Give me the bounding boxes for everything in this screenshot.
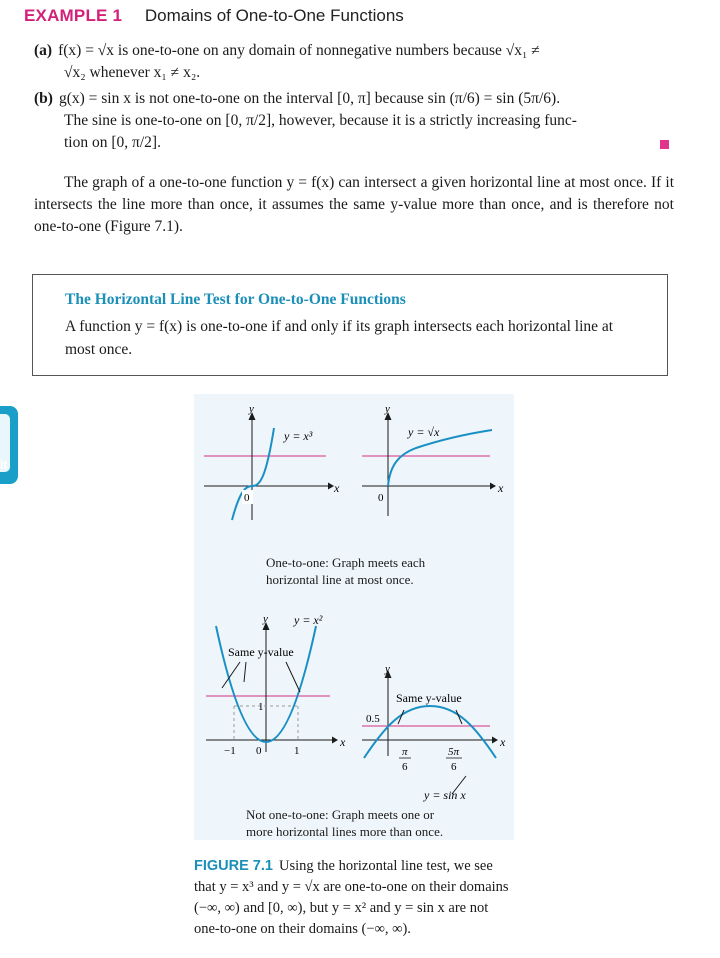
part-a-tag: (a) bbox=[34, 42, 53, 59]
example-title: Domains of One-to-One Functions bbox=[144, 6, 404, 25]
part-b-line3: tion on [0, π/2]. bbox=[64, 134, 161, 151]
pointer-mid bbox=[244, 662, 246, 682]
part-a-line2: √x₂ whenever x₁ ≠ x₂. bbox=[64, 64, 201, 81]
pi6-numerator: π bbox=[402, 746, 408, 758]
same-value-label: Same y-value bbox=[228, 645, 294, 659]
figure-caption-label: FIGURE 7.1 bbox=[194, 858, 273, 874]
curve-label: y = x³ bbox=[284, 429, 313, 443]
example-label: EXAMPLE 1 bbox=[24, 6, 123, 25]
part-b-line1: g(x) = sin x is not one-to-one on the interval [0, π] because sin (π/6) = sin (5π/6). bbox=[58, 90, 561, 107]
bottom-caption bbox=[246, 806, 443, 840]
y-axis-label: y bbox=[249, 404, 254, 415]
x-axis-arrow bbox=[490, 483, 496, 490]
y-axis-label: y bbox=[385, 663, 390, 675]
part-b-tag: (b) bbox=[34, 90, 53, 107]
tick-neg-one: −1 bbox=[224, 745, 236, 757]
theorem-title: The Horizontal Line Test for One-to-One Functions bbox=[65, 291, 406, 308]
example-part-a bbox=[34, 40, 540, 84]
sine-curve bbox=[364, 706, 496, 758]
example-part-b bbox=[34, 88, 577, 154]
top-caption-line1: One-to-one: Graph meets each bbox=[266, 555, 426, 570]
x-axis-arrow bbox=[332, 737, 338, 744]
part-b-line2: The sine is one-to-one on [0, π/2], however, because it is a strictly increasing func- bbox=[64, 112, 577, 129]
graph-sine bbox=[356, 660, 512, 806]
pointer-right bbox=[286, 662, 300, 692]
top-caption bbox=[266, 554, 425, 588]
x-axis-label: x bbox=[334, 481, 340, 495]
tick-one-y: 1 bbox=[258, 701, 264, 713]
y-axis-label: y bbox=[385, 404, 390, 415]
pi6-denominator: 6 bbox=[402, 761, 408, 773]
fivepi6-denominator: 6 bbox=[451, 761, 457, 773]
origin-label: 0 bbox=[244, 492, 250, 504]
top-caption-line2: horizontal line at most once. bbox=[266, 572, 414, 587]
tick-zero: 0 bbox=[256, 745, 262, 757]
figure-caption bbox=[194, 856, 514, 940]
same-value-label: Same y-value bbox=[396, 691, 462, 705]
side-tab-label: It bbox=[0, 458, 8, 472]
bottom-caption-line1: Not one-to-one: Graph meets one or bbox=[246, 807, 435, 822]
fivepi6-numerator: 5π bbox=[448, 746, 460, 758]
end-of-example-marker bbox=[660, 140, 669, 149]
curve-label: y = x² bbox=[294, 613, 323, 627]
origin-label: 0 bbox=[378, 492, 384, 504]
graph-square bbox=[202, 606, 352, 766]
figure-caption-text: Using the horizontal line test, we see that y = x³ and y = √x are one-to-one on their domains (−∞, ∞) and [0, ∞), but y = x² and y = sin x are not one-to-one on their domains (−∞, ∞). bbox=[194, 858, 509, 937]
tick-pos-one: 1 bbox=[294, 745, 300, 757]
tick-half: 0.5 bbox=[366, 713, 380, 725]
x-axis-label: x bbox=[340, 735, 346, 749]
horizontal-line-test-box bbox=[32, 274, 668, 376]
graph-sqrt bbox=[356, 404, 506, 528]
cube-curve bbox=[232, 428, 274, 520]
part-a-line1: f(x) = √x is one-to-one on any domain of nonnegative numbers because √x₁ ≠ bbox=[58, 42, 540, 59]
x-axis-label: x bbox=[500, 735, 506, 749]
curve-label: y = √x bbox=[408, 425, 440, 439]
x-axis-label: x bbox=[498, 481, 504, 495]
bottom-caption-line2: more horizontal lines more than once. bbox=[246, 824, 444, 839]
body-paragraph: The graph of a one-to-one function y = f(x) can intersect a given horizontal line at most once. If it intersects the line more than once, it assumes the same y-value more than once, and is therefore not one-to-one (Figure 7.1). bbox=[34, 174, 674, 235]
sqrt-curve bbox=[388, 430, 492, 486]
x-axis-arrow bbox=[492, 737, 498, 744]
theorem-body: A function y = f(x) is one-to-one if and only if its graph intersects each horizontal line at most once. bbox=[65, 318, 614, 358]
example-heading bbox=[24, 6, 404, 26]
curve-label: y = sin x bbox=[424, 788, 466, 802]
graph-cube bbox=[200, 404, 340, 528]
y-axis-label: y bbox=[263, 613, 268, 625]
